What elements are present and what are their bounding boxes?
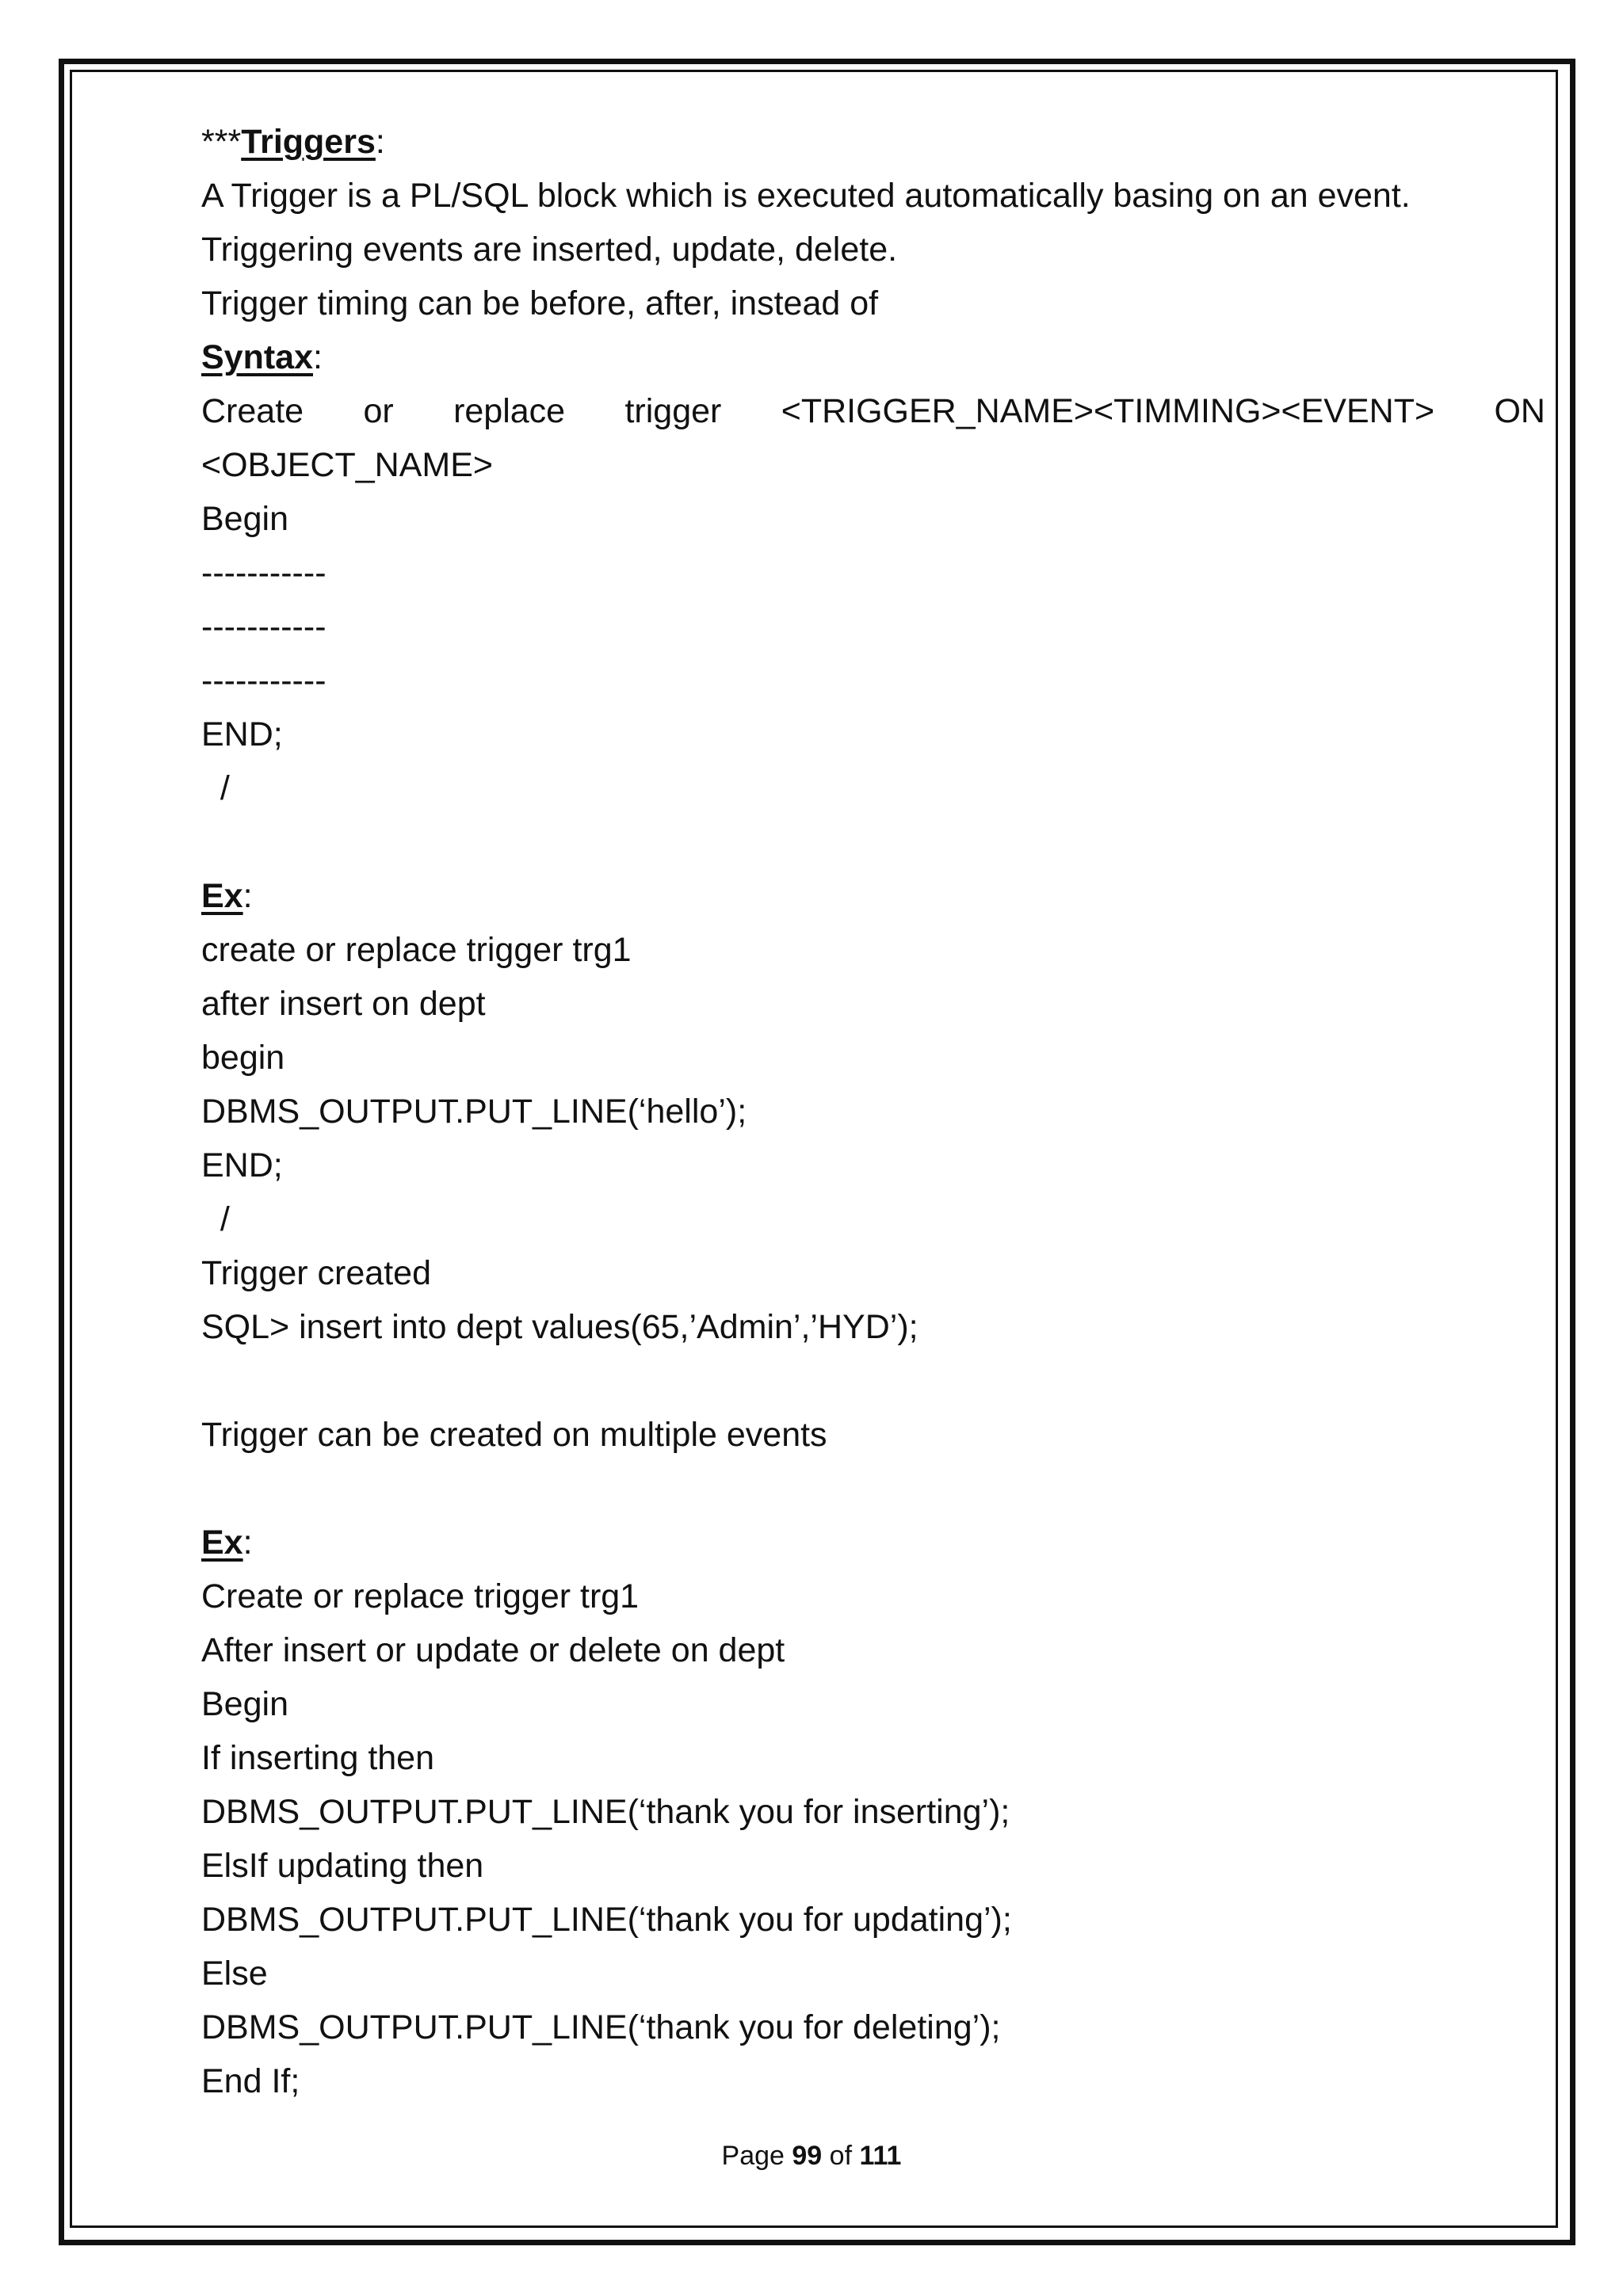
example1-line: begin xyxy=(201,1039,285,1077)
example1-heading xyxy=(201,869,1545,923)
title-text: Triggers xyxy=(241,123,376,161)
example2-line: ElsIf updating then xyxy=(201,1847,484,1885)
syntax-word: <TRIGGER_NAME><TIMMING><EVENT> xyxy=(781,392,1435,430)
section-title xyxy=(201,115,1545,169)
intro-line: A Trigger is a PL/SQL block which is executed automatically basing on an event. xyxy=(201,177,1411,215)
syntax-line: ----------- xyxy=(201,662,327,700)
multi-events-note: Trigger can be created on multiple events xyxy=(201,1416,827,1454)
syntax-word: or xyxy=(363,392,394,430)
example1-line: create or replace trigger trg1 xyxy=(201,931,632,969)
syntax-line: <OBJECT_NAME> xyxy=(201,446,493,484)
example2-heading-text: Ex xyxy=(201,1524,243,1562)
syntax-line: END; xyxy=(201,715,283,753)
syntax-first-line xyxy=(201,384,1545,438)
example2-line: Create or replace trigger trg1 xyxy=(201,1577,640,1615)
footer-total-pages: 111 xyxy=(859,2141,902,2171)
footer-page-label: Page xyxy=(721,2141,785,2171)
syntax-word: replace xyxy=(453,392,566,430)
example1-heading-text: Ex xyxy=(201,877,243,915)
syntax-heading xyxy=(201,330,1545,384)
syntax-line: Begin xyxy=(201,500,288,538)
syntax-colon: : xyxy=(313,338,323,376)
spacer xyxy=(201,815,1545,869)
title-prefix: *** xyxy=(201,123,242,161)
example2-line: After insert or update or delete on dept xyxy=(201,1631,785,1669)
example1-colon: : xyxy=(242,877,253,915)
syntax-word: ON xyxy=(1494,392,1545,430)
intro-line: Trigger timing can be before, after, instead of xyxy=(201,284,879,322)
syntax-word: trigger xyxy=(624,392,722,430)
footer-page-number: 99 xyxy=(792,2141,823,2171)
example2-line: DBMS_OUTPUT.PUT_LINE(‘thank you for updating’); xyxy=(201,1901,1012,1939)
example2-line: Begin xyxy=(201,1685,288,1723)
intro-line: Triggering events are inserted, update, delete. xyxy=(201,231,898,269)
title-colon: : xyxy=(375,123,385,161)
syntax-heading-text: Syntax xyxy=(201,338,314,376)
example1-line: END; xyxy=(201,1146,283,1184)
syntax-line: ----------- xyxy=(201,608,327,646)
footer-of-label: of xyxy=(829,2141,853,2171)
spacer xyxy=(201,1462,1545,1516)
example1-line: SQL> insert into dept values(65,’Admin’,’HYD’); xyxy=(201,1308,918,1346)
page-content xyxy=(201,115,1545,2108)
example1-line: Trigger created xyxy=(201,1254,431,1292)
example1-line: / xyxy=(201,1200,230,1238)
page-footer xyxy=(0,2136,1623,2176)
example2-line: DBMS_OUTPUT.PUT_LINE(‘thank you for deleting’); xyxy=(201,2008,1001,2046)
example2-colon: : xyxy=(242,1524,253,1562)
example1-line: after insert on dept xyxy=(201,985,486,1023)
example2-heading xyxy=(201,1516,1545,1569)
example2-line: End If; xyxy=(201,2062,300,2100)
example2-line: DBMS_OUTPUT.PUT_LINE(‘thank you for inserting’); xyxy=(201,1793,1010,1831)
spacer xyxy=(201,1354,1545,1408)
syntax-word: Create xyxy=(201,392,304,430)
syntax-line: / xyxy=(201,769,230,807)
example1-line: DBMS_OUTPUT.PUT_LINE(‘hello’); xyxy=(201,1093,747,1131)
syntax-line: ----------- xyxy=(201,554,327,592)
example2-line: Else xyxy=(201,1955,268,1993)
example2-line: If inserting then xyxy=(201,1739,435,1777)
